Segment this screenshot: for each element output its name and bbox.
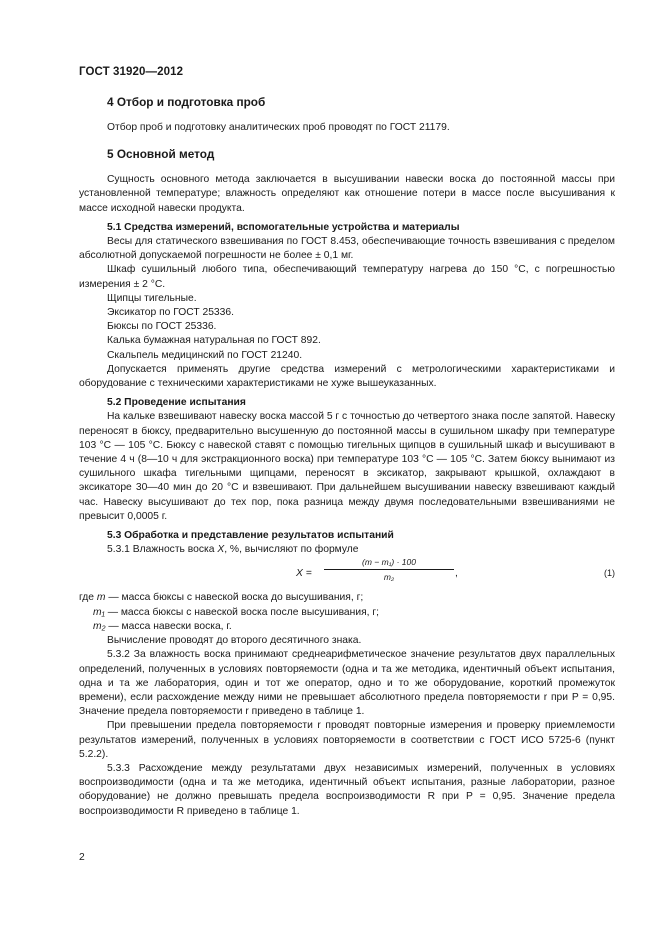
formula-number: (1) — [604, 568, 615, 579]
section-5-1-alternatives: Допускается применять другие средства измерений с метрологическими характеристиками и оборудование с техническими характеристиками не хуже вышеуказанных. — [79, 363, 615, 390]
where-line: m₁ — масса бюксы с навеской воска после высушивания, г; — [93, 606, 380, 618]
section-5-1-title: 5.1 Средства измерений, вспомогательные устройства и материалы — [107, 221, 460, 233]
formula-comma: , — [455, 568, 458, 580]
where-line: m₂ — масса навески воска, г. — [93, 620, 232, 632]
section-5-2-title: 5.2 Проведение испытания — [107, 397, 246, 409]
equipment-item: Бюксы по ГОСТ 25336. — [107, 321, 217, 333]
section-5-3-1-text: 5.3.1 Влажность воска X, %, вычисляют по формуле — [107, 544, 359, 556]
formula-fraction — [324, 557, 454, 582]
equipment-item: Калька бумажная натуральная по ГОСТ 892. — [107, 335, 321, 347]
standard-header: ГОСТ 31920—2012 — [79, 66, 184, 78]
section-5-intro: Сущность основного метода заключается в высушивании навески воска до постоянной массы при установленной температуре; влажность определяют как отношение потери в массе после высушивания к массе исходной навески продукта. — [79, 174, 615, 214]
formula-numerator: (m − m₁) · 100 — [324, 557, 454, 570]
equipment-item: Эксикатор по ГОСТ 25336. — [107, 307, 234, 319]
section-5-2-text: На кальке взвешивают навеску воска массой 5 г с точностью до четвертого знака после запятой. Навеску переносят в бюксу, предварительно высушенную до постоянной массы в сушильном шкафу при температуре 103 °С — 105 °С. Бюксу с навеской ставят с помощью тигельных щипцов в сушильный шкаф и высушивают в течение 4 ч (8—10 ч для экстракционного воска) при температуре 103 °С — 105 °С. Затем бюксу вынимают из сушильного шкафа тигельными щипцами, переносят в эксикатор, закрывают крышкой, охлаждают в эксикаторе 30—40 мин до 20 °С и взвешивают. При дальнейшем высушивании навеску взвешивают каждый час. Навеску высушивают до тех пор, пока разница между двумя последовательными взвешиваниями не превысит 0,0005 г. — [79, 411, 615, 522]
section-5-title: 5 Основной метод — [107, 147, 215, 162]
formula-lhs: X = — [296, 568, 312, 580]
section-5-1-scales: Весы для статического взвешивания по ГОСТ 8.453, обеспечивающие точность взвешивания с пределом абсолютной допускаемой погрешности не более ± 0,1 мг. — [79, 236, 615, 262]
body-column — [79, 95, 615, 819]
section-5-3-title: 5.3 Обработка и представление результатов испытаний — [107, 530, 394, 542]
section-5-3-2-exceed: При превышении предела повторяемости r проводят повторные измерения и проверку приемлемости результатов измерений, полученных в условиях повторяемости в соответствии с ГОСТ ИСО 5725-6 (пункт 5.2.2). — [79, 720, 615, 760]
section-5-3-3-text: 5.3.3 Расхождение между результатами двух независимых измерений, полученных в условиях воспроизводимости (одна и та же методика, идентичный объект испытания, разные лаборатории, разное оборудование) не должно превышать предела воспроизводимости R при P = 0,95. Значение предела воспроизводимости R приведено в таблице 1. — [79, 762, 615, 817]
equipment-item: Скальпель медицинский по ГОСТ 21240. — [107, 349, 303, 361]
section-4-text: Отбор проб и подготовку аналитических проб проводят по ГОСТ 21179. — [107, 122, 450, 133]
formula-denominator: m₂ — [383, 572, 395, 583]
moisture-formula — [79, 557, 615, 591]
where-line: где m — масса бюксы с навеской воска до высушивания, г; — [79, 592, 364, 604]
section-5-1-oven: Шкаф сушильный любого типа, обеспечивающий температуру нагрева до 150 °С, с погрешностью измерения ± 2 °С. — [79, 264, 615, 290]
section-5-3-2-text: 5.3.2 За влажность воска принимают среднеарифметическое значение результатов двух параллельных определений, полученных в условиях повторяемости (одна и та же методика, идентичный объект испытания, одна и та же лаборатория, один и тот же оператор, одно и то же оборудование, короткий промежуток времени), если расхождение между ними не превышает абсолютного предела повторяемости r при P = 0,95. Значение предела повторяемости r приведено в таблице 1. — [79, 649, 615, 718]
calculation-precision: Вычисление проводят до второго десятичного знака. — [107, 635, 362, 647]
equipment-item: Щипцы тигельные. — [107, 292, 197, 304]
section-4-title: 4 Отбор и подготовка проб — [107, 95, 266, 109]
page-number: 2 — [79, 852, 85, 863]
